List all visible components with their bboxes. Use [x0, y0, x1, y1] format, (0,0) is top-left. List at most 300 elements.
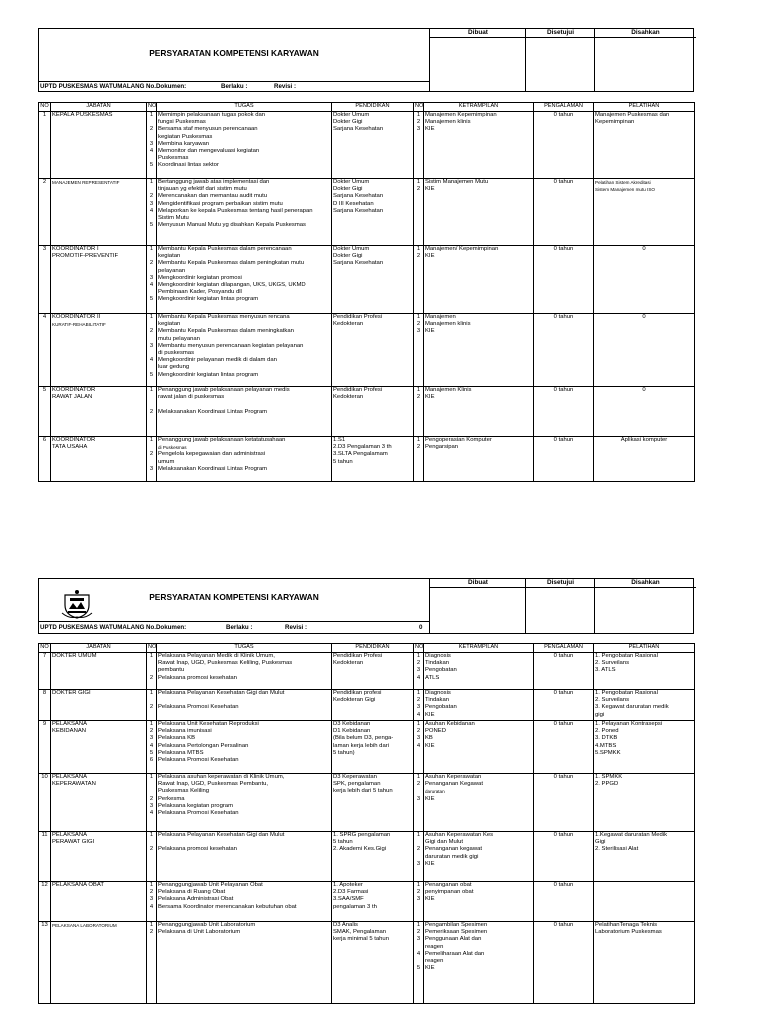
- col-jabatan: JABATAN: [51, 644, 147, 653]
- tugas-line: pelayanan: [158, 267, 186, 274]
- tugas-number: 5: [149, 749, 154, 756]
- tugas-line: luar gedung: [158, 364, 190, 371]
- tugas-line: Memonitor dan mengevaluasi kegiatan: [158, 148, 260, 155]
- ketrampilan-number: 3: [416, 704, 421, 711]
- pelatihan-line: 2. Surveilans: [595, 697, 630, 704]
- tugas-cell: [157, 774, 332, 832]
- tugas-line: Mengidentifikasi program perbaikan sistim mutu: [158, 200, 283, 207]
- tugas-number-cell: [147, 653, 157, 690]
- jabatan-cell: [51, 246, 147, 314]
- tugas-line: Mengkoordinir kegiatan promosi: [158, 274, 242, 281]
- dibuat-label: Dibuat: [430, 29, 526, 38]
- jabatan-line: KEPERAWATAN: [52, 781, 96, 788]
- tugas-number: [148, 667, 155, 674]
- row-number: 2: [39, 179, 51, 246]
- tugas-number: 1: [149, 922, 154, 928]
- jabatan-cell: [51, 653, 147, 690]
- tugas-line: Memimpin pelaksanaan tugas pokok dan: [158, 112, 266, 118]
- tugas-line: Pelaksana promosi kesehatan: [158, 846, 237, 853]
- tugas-line: Mengkoordinir kegiatan lintas program: [158, 371, 259, 378]
- pelatihan-line: Manajemen Puskesmas dan: [595, 112, 670, 118]
- disetujui-label: Disetujui: [526, 579, 595, 588]
- pelatihan-line: 0: [642, 387, 646, 393]
- ketrampilan-number: 4: [416, 711, 421, 718]
- jabatan-cell: [51, 832, 147, 882]
- tugas-number: 2: [149, 328, 154, 335]
- pendidikan-line: 1. SPRG pengalaman: [333, 832, 391, 838]
- pelatihan-cell: [594, 721, 695, 774]
- ketrampilan-number: 2: [416, 846, 421, 853]
- jabatan-line: KOORDINATOR: [52, 387, 96, 393]
- ketrampilan-number: [415, 958, 422, 965]
- pendidikan-line: Kedokteran: [333, 394, 364, 401]
- jabatan-line: KURATIF-REHABILITATIF: [52, 322, 106, 328]
- table-header-row: [39, 103, 695, 112]
- tugas-line: Mengkoordinir kegiatan lintas program: [158, 296, 259, 303]
- ketrampilan-cell: [424, 690, 534, 721]
- pelatihan-cell: [594, 690, 695, 721]
- tugas-number: [148, 321, 155, 328]
- tugas-number: [148, 268, 155, 275]
- tugas-line: Bersama staf menyusun perencanaan: [158, 126, 258, 133]
- col-pelatihan: PELATIHAN: [594, 103, 695, 112]
- tugas-number-cell: [147, 387, 157, 437]
- tugas-number-cell: [147, 922, 157, 1004]
- pelatihan-line: 2. PPGD: [595, 781, 619, 788]
- jabatan-line: PERAWAT GIGI: [52, 839, 95, 846]
- pendidikan-line: Pendidikan profesi: [333, 690, 382, 696]
- jabatan-line: DOKTER UMUM: [52, 653, 97, 659]
- ketrampilan-number: 2: [416, 697, 421, 704]
- ketrampilan-cell: [424, 314, 534, 387]
- pengalaman-cell: 0 tahun: [534, 922, 594, 1004]
- tugas-number-cell: [147, 774, 157, 832]
- pelatihan-line: 1. SPMKK: [595, 774, 623, 780]
- tugas-line: Mengkoordinir kegiatan dilapangan, UKS, UKGS, UKMD: [158, 282, 306, 289]
- tugas-number: [148, 697, 155, 704]
- ketrampilan-line: Diagnosis: [425, 690, 451, 696]
- tugas-number: 5: [149, 222, 154, 229]
- org-name: UPTD PUSKESMAS WATUMALANG: [40, 624, 145, 631]
- dibuat-label: Dibuat: [430, 579, 526, 588]
- pelatihan-line: 2. Surveilans: [595, 660, 630, 667]
- tugas-line: fungsi Puskesmas: [158, 119, 206, 126]
- ketrampilan-cell: [424, 112, 534, 179]
- col-ketrampilan: KETRAMPILAN: [424, 103, 534, 112]
- tugas-number: 2: [149, 889, 154, 896]
- ketrampilan-line: Pemeriksaan Spesimen: [425, 929, 488, 936]
- tugas-line: Pelaksana Administrasi Obat: [158, 896, 234, 903]
- ketrampilan-number: 1: [416, 832, 421, 838]
- tugas-number: 2: [149, 728, 154, 735]
- table-row: [39, 387, 695, 437]
- jabatan-cell: [51, 922, 147, 1004]
- ketrampilan-number: 3: [416, 936, 421, 943]
- row-number: 10: [39, 774, 51, 832]
- tugas-number-cell: [147, 832, 157, 882]
- jabatan-cell: [51, 314, 147, 387]
- header-divider: [39, 621, 429, 622]
- ketrampilan-line: Penanganan kegawat: [425, 846, 482, 853]
- pendidikan-line: D3 Keperawatan: [333, 774, 377, 780]
- pelatihan-line: Kepemimpinan: [595, 119, 635, 126]
- tugas-line: Merencanakan dan memantau audit mutu: [158, 193, 268, 200]
- row-number: 7: [39, 653, 51, 690]
- ketrampilan-line: Pemeliharaan Alat dan: [425, 950, 485, 957]
- pendidikan-line: 2. Akademi Kes.Gigi: [333, 846, 387, 853]
- tugas-number-cell: [147, 179, 157, 246]
- jabatan-cell: [51, 179, 147, 246]
- pelatihan-line: Gigi: [595, 839, 606, 846]
- tugas-number: [148, 119, 155, 126]
- tugas-number-cell: [147, 882, 157, 922]
- ketrampilan-cell: [424, 922, 534, 1004]
- table-row: [39, 832, 695, 882]
- sheet-1-header: [38, 28, 694, 92]
- tugas-number: [148, 134, 155, 141]
- tugas-line: Pelaksana Promosi Kesehatan: [158, 810, 239, 817]
- table-row: [39, 922, 695, 1004]
- tugas-line: kegiatan: [158, 321, 181, 328]
- pengalaman-cell: 0 tahun: [534, 690, 594, 721]
- ketrampilan-line: KIE: [425, 860, 435, 867]
- pendidikan-line: 5 tahun: [333, 458, 353, 465]
- jabatan-cell: [51, 112, 147, 179]
- table-row: [39, 721, 695, 774]
- tugas-number: [148, 215, 155, 222]
- tugas-cell: [157, 653, 332, 690]
- ketrampilan-number: 1: [416, 437, 421, 443]
- ketrampilan-line: Penanganan Kegawat: [425, 781, 483, 788]
- pendidikan-line: laman kerja lebih dari: [333, 742, 389, 749]
- tugas-number-cell: [147, 690, 157, 721]
- pendidikan-line: SPK, pengalaman: [333, 781, 381, 788]
- ketrampilan-cell: [424, 653, 534, 690]
- ketrampilan-line: Tindakan: [425, 697, 450, 704]
- ketrampilan-number-cell: [414, 314, 424, 387]
- table-row: [39, 179, 695, 246]
- tugas-number: 1: [149, 653, 154, 659]
- jabatan-cell: [51, 774, 147, 832]
- jabatan-line: KOORDINATOR I: [52, 246, 99, 252]
- row-number: 4: [39, 314, 51, 387]
- tugas-number: 5: [149, 371, 154, 378]
- tugas-number: 2: [149, 795, 154, 802]
- ketrampilan-number: [415, 788, 422, 795]
- tugas-number: 2: [149, 126, 154, 133]
- jabatan-cell: [51, 721, 147, 774]
- ketrampilan-number: 1: [416, 922, 421, 928]
- pendidikan-line: 5 tahun): [333, 749, 355, 756]
- disahkan-label: Disahkan: [595, 29, 696, 38]
- tugas-number: 4: [149, 742, 154, 749]
- tugas-line: Puskesmas Keliling: [158, 788, 210, 795]
- tugas-cell: [157, 882, 332, 922]
- pendidikan-cell: [332, 387, 414, 437]
- ketrampilan-line: Penggunaan Alat dan: [425, 936, 482, 943]
- pendidikan-line: pengalaman 3 th: [333, 903, 377, 910]
- ketrampilan-number-cell: [414, 179, 424, 246]
- ketrampilan-number-cell: [414, 882, 424, 922]
- pendidikan-line: 5 tahun: [333, 839, 353, 846]
- tugas-number: 4: [149, 810, 154, 817]
- tugas-line: Pelaksana Pelayanan Medik di Klinik Umum,: [158, 653, 275, 659]
- tugas-number: 3: [149, 200, 154, 207]
- tugas-number: [148, 839, 155, 846]
- tugas-number: 4: [149, 357, 154, 364]
- pendidikan-line: Sarjana Kesehatan: [333, 207, 384, 214]
- jabatan-line: DOKTER GIGI: [52, 690, 91, 696]
- tugas-number: 2: [149, 408, 154, 415]
- pengalaman-cell: 0 tahun: [534, 774, 594, 832]
- pendidikan-line: Pendidikan Profesi: [333, 387, 383, 393]
- ketrampilan-number: 1: [416, 721, 421, 727]
- tugas-number: [148, 364, 155, 371]
- tugas-number: 2: [149, 193, 154, 200]
- ketrampilan-line: Manajemen Kepemimpinan: [425, 112, 497, 118]
- disetujui-column: [525, 579, 595, 633]
- pendidikan-cell: [332, 721, 414, 774]
- table-row: [39, 112, 695, 179]
- pelatihan-cell: [594, 653, 695, 690]
- pendidikan-cell: [332, 690, 414, 721]
- pengalaman-cell: 0 tahun: [534, 387, 594, 437]
- tugas-line: pembantu: [158, 667, 185, 674]
- ketrampilan-line: Pengobatan: [425, 704, 457, 711]
- jabatan-cell: [51, 882, 147, 922]
- ketrampilan-cell: [424, 437, 534, 482]
- ketrampilan-line: KIE: [425, 795, 435, 802]
- tugas-line: umum: [158, 458, 175, 465]
- tugas-number: [148, 336, 155, 343]
- pendidikan-line: Pendidikan Profesi: [333, 653, 383, 659]
- disahkan-label: Disahkan: [595, 579, 696, 588]
- tugas-line: di puskesmas: [158, 350, 195, 357]
- competency-table-1: [38, 102, 695, 482]
- tugas-line: Pelaksana Promosi Kesehatan: [158, 757, 239, 764]
- revisi-label: Revisi :: [285, 624, 308, 631]
- pengalaman-cell: 0 tahun: [534, 721, 594, 774]
- tugas-number: 2: [149, 846, 154, 853]
- ketrampilan-line: penyimpanan obat: [425, 889, 474, 896]
- tugas-cell: [157, 387, 332, 437]
- ketrampilan-line: KIE: [425, 742, 435, 749]
- ketrampilan-number: 1: [416, 246, 421, 252]
- tugas-number: [148, 394, 155, 401]
- ketrampilan-number-cell: [414, 922, 424, 1004]
- tugas-number: 3: [149, 465, 154, 472]
- tugas-cell: [157, 112, 332, 179]
- ketrampilan-number: 1: [416, 387, 421, 393]
- col-tugas: TUGAS: [157, 644, 332, 653]
- pelatihan-line: gigi: [595, 711, 605, 718]
- table-row: [39, 437, 695, 482]
- pengalaman-cell: 0 tahun: [534, 112, 594, 179]
- tugas-line: Pembinaan Kader, Posyandu dll: [158, 289, 242, 296]
- tugas-line: Penanggungjawab Unit Laboratorium: [158, 922, 256, 928]
- table-row: [39, 314, 695, 387]
- tugas-number: [148, 350, 155, 357]
- pendidikan-line: Pendidikan Profesi: [333, 314, 383, 320]
- pendidikan-cell: [332, 922, 414, 1004]
- tugas-line: Pelaksana imunisasi: [158, 728, 212, 735]
- pelatihan-line: 1. Pelayanan Kontrasepsi: [595, 721, 663, 727]
- pelatihan-cell: [594, 437, 695, 482]
- ketrampilan-number-cell: [414, 721, 424, 774]
- ketrampilan-number: [415, 839, 422, 846]
- pendidikan-line: D3 Kebidanan: [333, 721, 371, 727]
- tugas-line: Rawat Inap, UGD, Puskesmas Pembantu,: [158, 781, 269, 788]
- ketrampilan-number: 5: [416, 965, 421, 972]
- pelatihan-line: 0: [642, 246, 646, 252]
- tugas-line: mutu pelayanan: [158, 335, 200, 342]
- ketrampilan-number: 1: [416, 314, 421, 320]
- tugas-number: 2: [149, 451, 154, 458]
- ketrampilan-line: Asuhan Kebidanan: [425, 721, 475, 727]
- pendidikan-line: 1. Apoteker: [333, 882, 363, 888]
- tugas-line: Melaksanakan Koordinasi Lintas Program: [158, 408, 268, 415]
- tugas-number: 1: [149, 437, 154, 443]
- competency-table-2: [38, 643, 695, 1004]
- tugas-cell: [157, 721, 332, 774]
- jabatan-line: PELAKSANA: [52, 832, 88, 838]
- pendidikan-line: kerja minimal 5 tahun: [333, 936, 389, 943]
- jabatan-line: TATA USAHA: [52, 444, 88, 451]
- col-no-tugas: NO: [147, 103, 157, 112]
- jabatan-line: KEBIDANAN: [52, 728, 87, 735]
- ketrampilan-number-cell: [414, 387, 424, 437]
- jabatan-line: PELAKSANA: [52, 721, 88, 727]
- ketrampilan-line: Manajemen klinis: [425, 119, 471, 126]
- disetujui-label: Disetujui: [526, 29, 595, 38]
- tugas-number: 1: [149, 721, 154, 727]
- jabatan-line: KEPALA PUSKESMAS: [52, 112, 113, 118]
- signature-block: [429, 579, 693, 633]
- row-number: 8: [39, 690, 51, 721]
- ketrampilan-line: KIE: [425, 965, 435, 972]
- pelatihan-cell: [594, 387, 695, 437]
- ketrampilan-number: 2: [416, 781, 421, 788]
- tugas-line: Membantu Kepala Puskesmas dalam meningkatkan: [158, 328, 294, 335]
- ketrampilan-line: KIE: [425, 186, 435, 193]
- pelatihan-line: Aplikasi komputer: [620, 437, 668, 443]
- pendidikan-line: Dokter Umum: [333, 112, 370, 118]
- jabatan-line: PELAKSANA LABORATORIUM: [52, 923, 117, 928]
- pendidikan-line: SMAK, Pengalaman: [333, 929, 387, 936]
- tugas-line: Pelaksana MTBS: [158, 749, 204, 756]
- pendidikan-cell: [332, 112, 414, 179]
- pelatihan-line: Sistem Manajemen mutu ISO: [595, 187, 655, 193]
- pelatihan-line: 1. Pengobatan Rasional: [595, 690, 658, 696]
- pendidikan-line: Dokter Umum: [333, 246, 370, 252]
- tugas-line: kegiatan: [158, 253, 181, 260]
- tugas-number: 3: [149, 896, 154, 903]
- ketrampilan-line: Manajemen klinis: [425, 321, 471, 328]
- pendidikan-line: 2.D3 Pengalaman 3 th: [333, 444, 392, 451]
- ketrampilan-number: 2: [416, 186, 421, 193]
- pendidikan-line: Kedokteran: [333, 660, 364, 667]
- tugas-line: Bersama Koordinator merencanakan kebutuhan obat: [158, 903, 297, 910]
- ketrampilan-number: [415, 854, 422, 861]
- ketrampilan-line: KIE: [425, 126, 435, 133]
- tugas-line: Pelaksana di Ruang Obat: [158, 889, 226, 896]
- col-pelatihan: PELATIHAN: [594, 644, 695, 653]
- ketrampilan-line: KB: [425, 735, 433, 742]
- pengalaman-cell: 0 tahun: [534, 653, 594, 690]
- pendidikan-line: Dokter Gigi: [333, 186, 363, 193]
- ketrampilan-line: daruratan medik gigi: [425, 853, 479, 860]
- ketrampilan-line: KIE: [425, 394, 435, 401]
- ketrampilan-cell: [424, 882, 534, 922]
- col-pendidikan: PENDIDIKAN: [332, 644, 414, 653]
- ketrampilan-line: KIE: [425, 253, 435, 260]
- tugas-cell: [157, 314, 332, 387]
- jabatan-line: PELAKSANA: [52, 774, 88, 780]
- tugas-line: [158, 401, 330, 408]
- tugas-line: Menyusun Manual Mutu yg disahkan Kepala Puskesmas: [158, 222, 307, 229]
- pendidikan-line: Dokter Gigi: [333, 119, 363, 126]
- pelatihan-line: PelatihanTenaga Teknis: [595, 922, 658, 928]
- ketrampilan-number: 2: [416, 728, 421, 735]
- pelatihan-cell: [594, 112, 695, 179]
- tugas-number-cell: [147, 112, 157, 179]
- pelatihan-cell: [594, 246, 695, 314]
- org-name: UPTD PUSKESMAS WATUMALANG: [40, 83, 145, 90]
- ketrampilan-number: 3: [416, 795, 421, 802]
- ketrampilan-number-cell: [414, 832, 424, 882]
- tugas-number: 2: [149, 260, 154, 267]
- ketrampilan-number-cell: [414, 437, 424, 482]
- jabatan-line: RAWAT JALAN: [52, 394, 93, 401]
- tugas-line: Pelaksana asuhan keperawatan di Klinik Umum,: [158, 774, 285, 780]
- signature-block: [429, 29, 693, 91]
- tugas-number: 1: [149, 882, 154, 888]
- pendidikan-cell: [332, 882, 414, 922]
- pelatihan-line: Laboratorium Puskesmas: [595, 929, 662, 936]
- tugas-line: Pelaksana Pertolongan Persalinan: [158, 742, 249, 749]
- tugas-line: Membina karyawan: [158, 140, 210, 147]
- ketrampilan-number: 2: [416, 321, 421, 328]
- pelatihan-line: 3. DTKB: [595, 735, 618, 742]
- table-row: [39, 882, 695, 922]
- pendidikan-line: Sarjana Kesehatan: [333, 126, 384, 133]
- ketrampilan-cell: [424, 179, 534, 246]
- ketrampilan-line: ATLS: [425, 674, 440, 681]
- tugas-number: 4: [149, 903, 154, 910]
- doc-number-label: No.Dokumen:: [146, 83, 187, 90]
- tugas-number: 2: [149, 929, 154, 936]
- ketrampilan-line: Pengoperasian Komputer: [425, 437, 492, 443]
- ketrampilan-line: Diagnosis: [425, 653, 451, 659]
- row-number: 11: [39, 832, 51, 882]
- pendidikan-cell: [332, 179, 414, 246]
- pendidikan-line: Sarjana Kesehatan: [333, 260, 384, 267]
- ketrampilan-number: 3: [416, 735, 421, 742]
- row-number: 1: [39, 112, 51, 179]
- tugas-line: Pengelola kepegawaian dan administrasi: [158, 451, 266, 458]
- tugas-line: [158, 697, 330, 704]
- pendidikan-cell: [332, 246, 414, 314]
- pelatihan-cell: [594, 882, 695, 922]
- tugas-cell: [157, 437, 332, 482]
- ketrampilan-number: 3: [416, 667, 421, 674]
- col-ketrampilan: KETRAMPILAN: [424, 644, 534, 653]
- ketrampilan-line: KIE: [425, 328, 435, 335]
- tugas-line: Melaporkan ke kepala Puskesmas tentang hasil penerapan: [158, 207, 313, 214]
- tugas-line: Pelaksana Pelayanan Kesehatan Gigi dan Mulut: [158, 832, 285, 838]
- tugas-number: 3: [149, 342, 154, 349]
- pendidikan-line: Dokter Gigi: [333, 253, 363, 260]
